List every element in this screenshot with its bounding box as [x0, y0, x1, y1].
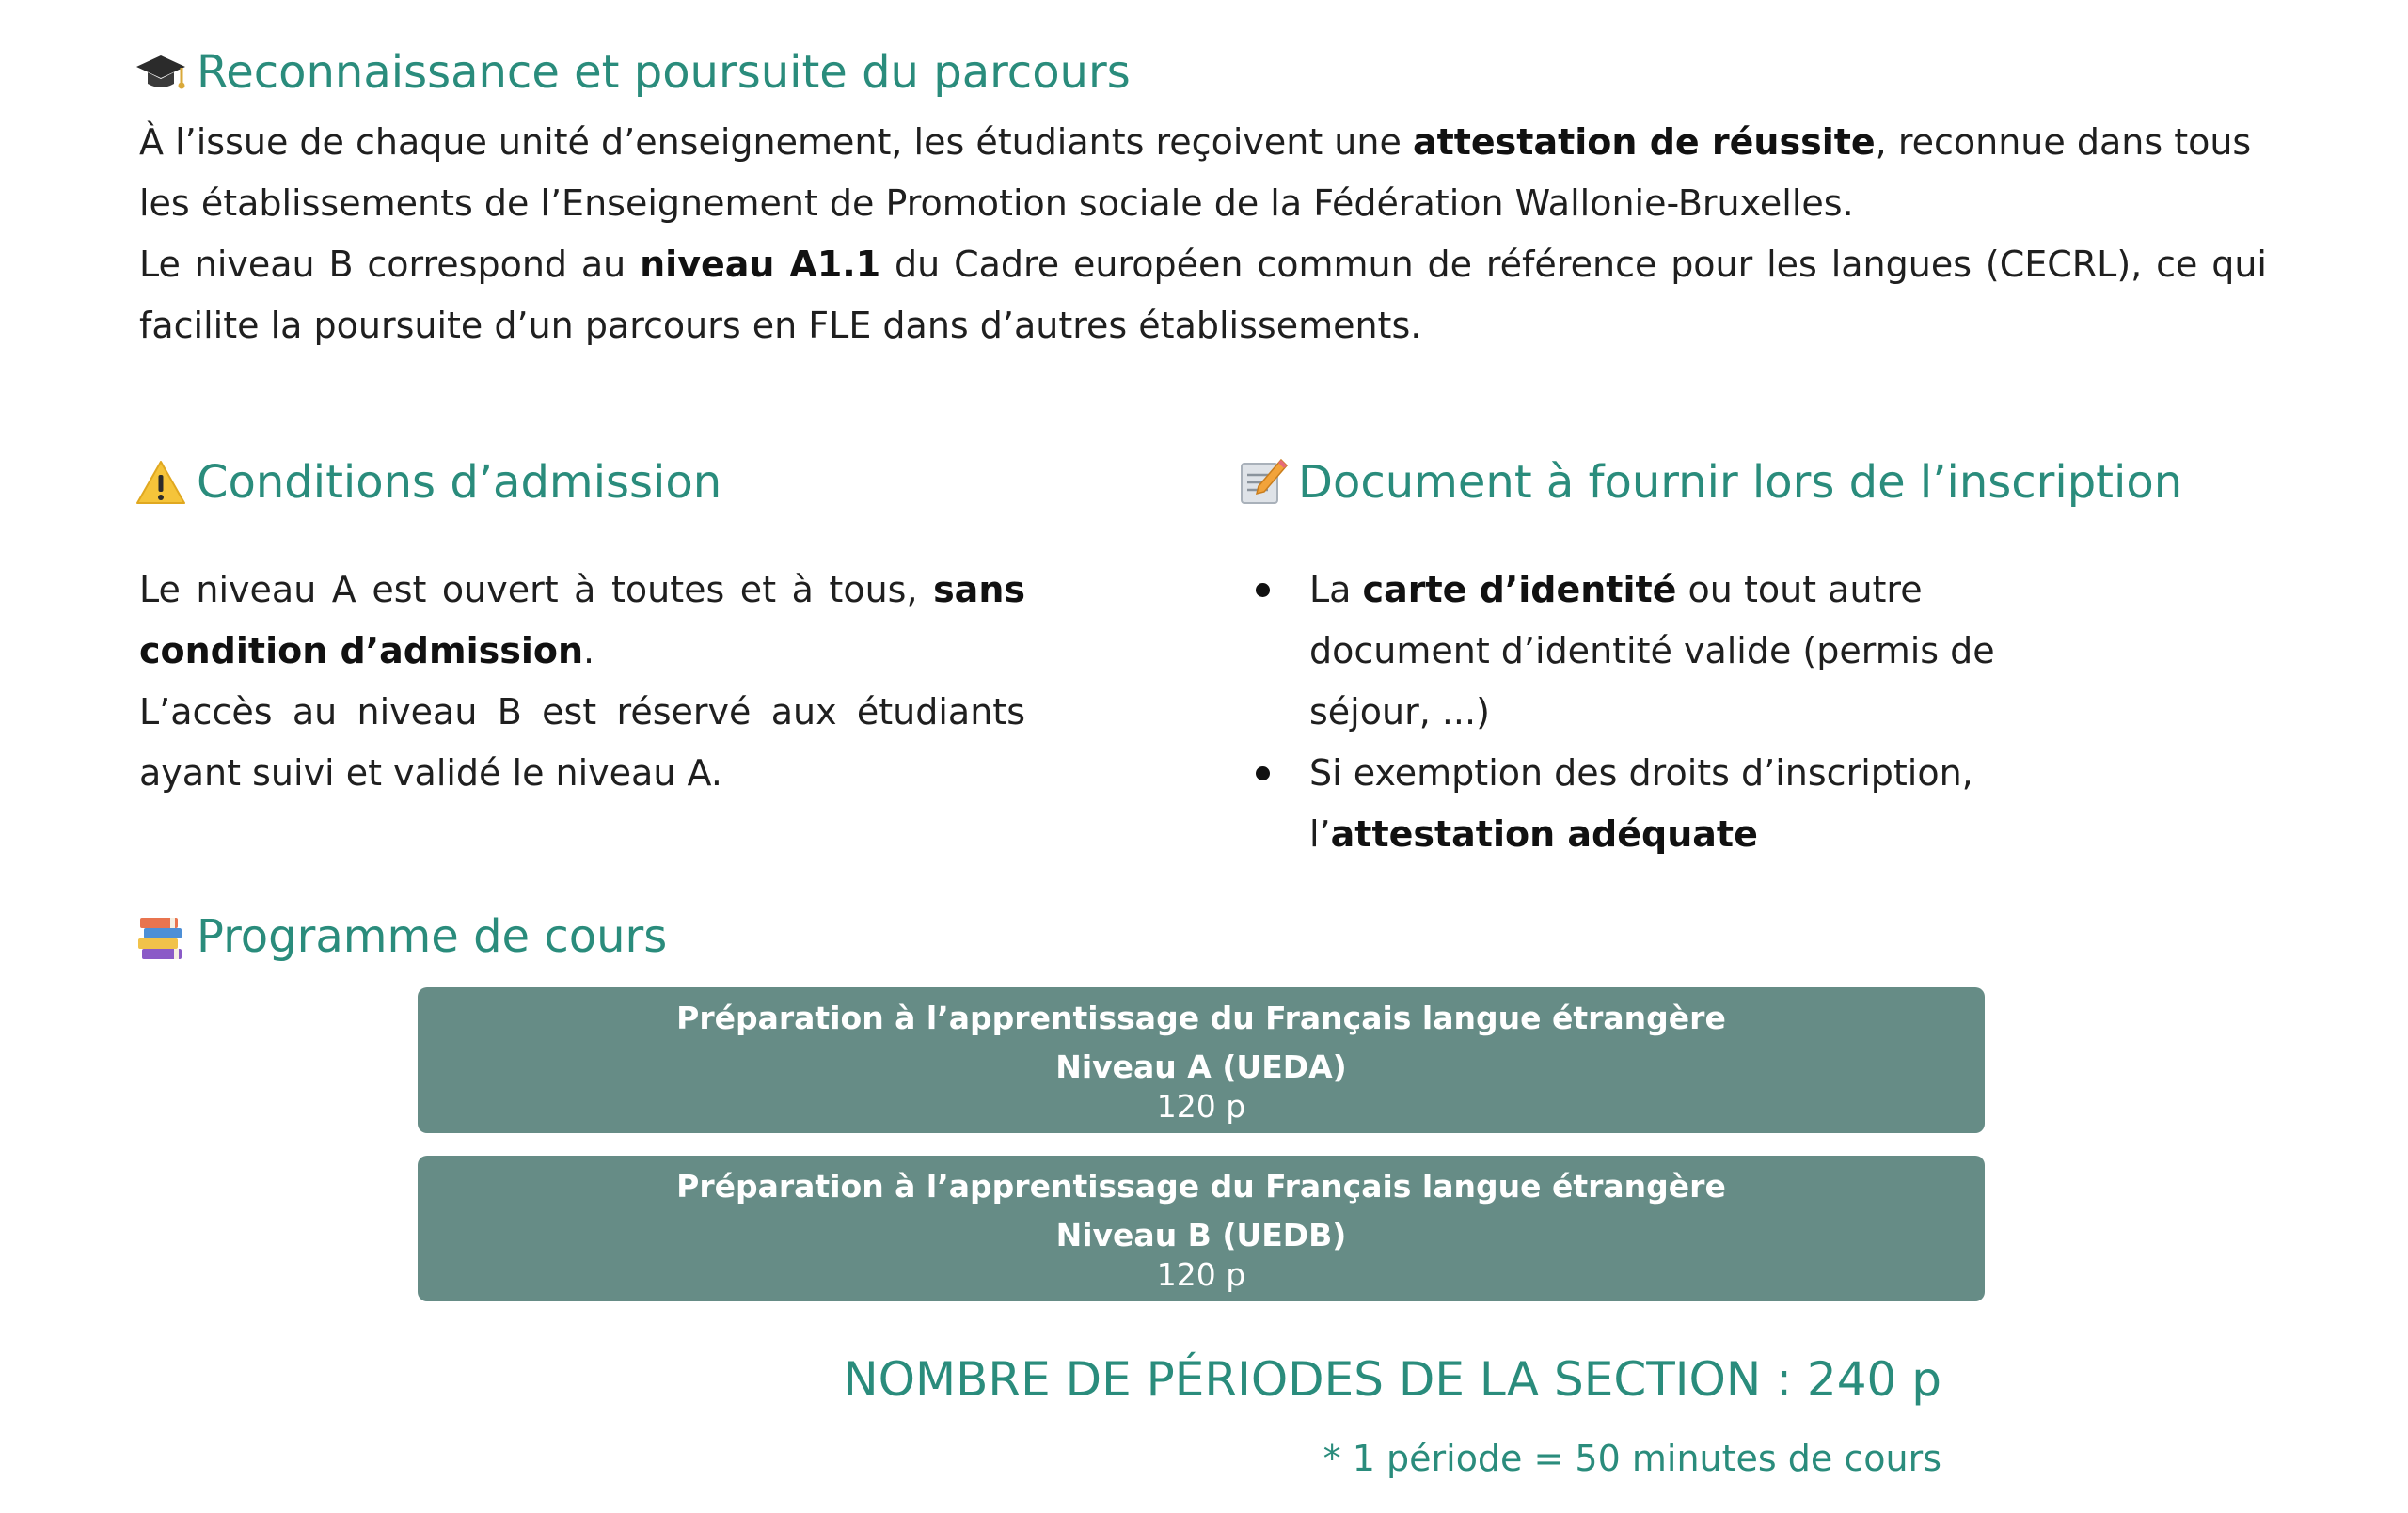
course-card-level-a	[418, 987, 1985, 1133]
recognition-paragraph-1	[139, 112, 2267, 234]
recognition-p1-text: À l’issue de chaque unité d’enseignement, les étudiants reçoivent une	[139, 121, 1413, 163]
course-level: Niveau A (UEDA)	[1055, 1048, 1347, 1085]
recognition-p1-bold: attestation de réussite	[1412, 121, 1876, 163]
course-level: Niveau B (UEDB)	[1055, 1217, 1347, 1253]
course-periods: 120 p	[1156, 1088, 1246, 1125]
bullet	[1256, 583, 1270, 597]
document-2-bold: attestation adéquate	[1330, 813, 1758, 855]
documents-list	[1251, 559, 2098, 865]
recognition-title: Reconnaissance et poursuite du parcours	[197, 46, 1131, 99]
list-item	[1251, 559, 2098, 743]
recognition-p2-end: du Cadre européen commun de référence pour les langues (CECRL), ce qui facilite la poursuite d’un parcours en FLE dans d’autres établissements.	[139, 244, 2267, 346]
books-icon	[135, 910, 187, 963]
admission-p1-bold: sans condition d’admission	[139, 569, 1025, 671]
admission-paragraph-2: L’accès au niveau B est réservé aux étudiants ayant suivi et validé le niveau A.	[139, 691, 1025, 794]
admission-p1-end: .	[583, 630, 595, 671]
course-title: Préparation à l’apprentissage du Français langue étrangère	[676, 1168, 1726, 1205]
warning-icon	[135, 456, 187, 509]
documents-title: Document à fournir lors de l’inscription	[1298, 456, 2183, 509]
period-note: * 1 période = 50 minutes de cours	[1323, 1438, 1941, 1479]
document-1-end: ou tout autre document d’identité valide (permis de séjour, ...)	[1309, 569, 1995, 733]
document-1-text: La	[1309, 569, 1363, 610]
recognition-heading	[135, 44, 1131, 101]
total-periods: NOMBRE DE PÉRIODES DE LA SECTION : 240 p	[843, 1352, 1941, 1407]
admission-heading	[135, 454, 721, 511]
documents-heading	[1236, 454, 2182, 511]
programme-heading	[135, 908, 667, 965]
recognition-paragraph-2	[139, 234, 2267, 356]
recognition-p1-end: , reconnue dans tous les établissements de l’Enseignement de Promotion sociale de la Fédération Wallonie-Bruxelles.	[139, 121, 2252, 224]
list-item	[1251, 743, 2098, 865]
course-card-level-b	[418, 1156, 1985, 1301]
bullet	[1256, 766, 1270, 780]
memo-icon	[1236, 456, 1289, 509]
graduation-cap-icon	[135, 46, 187, 99]
course-title: Préparation à l’apprentissage du Français langue étrangère	[676, 1000, 1726, 1036]
admission-paragraph-1	[139, 559, 1025, 682]
admission-text	[139, 559, 1025, 804]
recognition-p2-bold: niveau A1.1	[640, 244, 881, 285]
admission-title: Conditions d’admission	[197, 456, 722, 509]
document-2-text: Si exemption des droits d’inscription, l’	[1309, 752, 1973, 855]
course-periods: 120 p	[1156, 1256, 1246, 1293]
programme-title: Programme de cours	[197, 910, 668, 963]
recognition-text	[139, 112, 2267, 356]
recognition-p2-text: Le niveau B correspond au	[139, 244, 641, 285]
document-1-bold: carte d’identité	[1362, 569, 1677, 610]
admission-p1-text: Le niveau A est ouvert à toutes et à tous,	[139, 569, 934, 610]
